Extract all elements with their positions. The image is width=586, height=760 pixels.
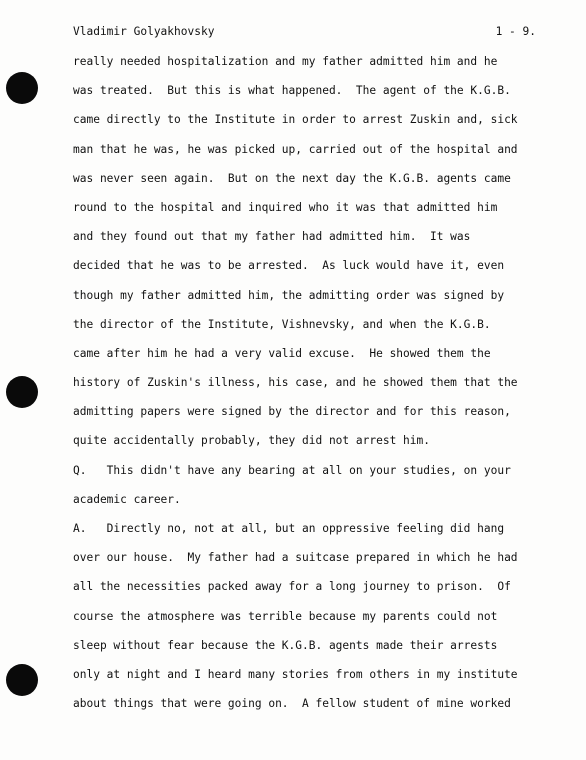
punch-hole-top	[6, 72, 38, 104]
text-line: was treated. But this is what happened. The agent of the K.G.B.	[73, 84, 511, 98]
punch-hole-middle	[6, 376, 38, 408]
text-line: came after him he had a very valid excuse. He showed them the	[73, 346, 491, 360]
text-line: course the atmosphere was terrible because my parents could not	[73, 609, 498, 623]
header-page-number: 1 - 9.	[495, 25, 536, 38]
text-line: round to the hospital and inquired who it was that admitted him	[73, 200, 498, 214]
text-line: sleep without fear because the K.G.B. agents made their arrests	[73, 638, 498, 652]
transcript-body	[73, 52, 553, 723]
question-line: Q. This didn't have any bearing at all on your studies, on your	[73, 463, 511, 477]
page-header	[73, 24, 536, 40]
text-line: academic career.	[73, 492, 181, 506]
text-line: decided that he was to be arrested. As luck would have it, even	[73, 259, 505, 273]
text-line: though my father admitted him, the admitting order was signed by	[73, 288, 505, 302]
text-line: history of Zuskin's illness, his case, and he showed them that the	[73, 376, 518, 390]
text-line: really needed hospitalization and my father admitted him and he	[73, 55, 498, 68]
text-line: over our house. My father had a suitcase prepared in which he had	[73, 551, 518, 565]
text-line: quite accidentally probably, they did not arrest him.	[73, 434, 430, 448]
text-line: all the necessities packed away for a long journey to prison. Of	[73, 580, 511, 594]
text-line: the director of the Institute, Vishnevsky, and when the K.G.B.	[73, 317, 491, 331]
text-line: came directly to the Institute in order to arrest Zuskin and, sick	[73, 113, 518, 127]
answer-line: A. Directly no, not at all, but an oppressive feeling did hang	[73, 522, 505, 535]
text-line: and they found out that my father had admitted him. It was	[73, 230, 471, 244]
text-line: was never seen again. But on the next day the K.G.B. agents came	[73, 171, 511, 185]
text-line: about things that were going on. A fellow student of mine worked	[73, 697, 511, 711]
text-line: admitting papers were signed by the director and for this reason,	[73, 405, 511, 419]
text-line: man that he was, he was picked up, carried out of the hospital and	[73, 142, 518, 156]
text-line: only at night and I heard many stories from others in my institute	[73, 667, 518, 681]
punch-hole-bottom	[6, 664, 38, 696]
header-author: Vladimir Golyakhovsky	[73, 25, 215, 38]
